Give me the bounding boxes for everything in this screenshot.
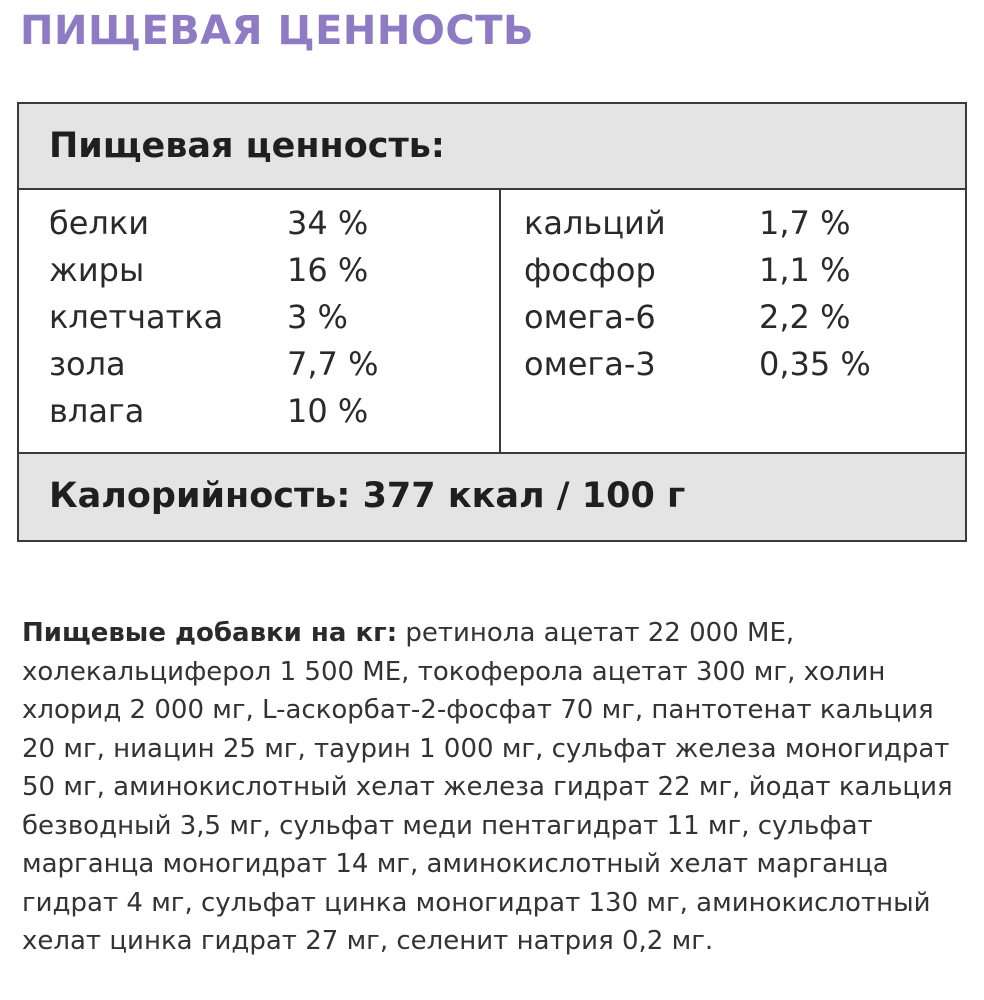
nutrient-value: 2,2 %: [759, 298, 851, 336]
calories-row: [19, 452, 965, 540]
nutrient-name: фосфор: [524, 251, 656, 289]
nutrient-value: 16 %: [287, 251, 369, 289]
additives-paragraph: [22, 614, 967, 961]
additives-text: ретинола ацетат 22 000 МЕ, холекальциферол 1 500 МЕ, токоферола ацетат 300 мг, холин хлорид 2 000 мг, L-аскорбат-2-фосфат 70 мг, пантотенат кальция 20 мг, ниацин 25 мг, таурин 1 000 мг, сульфат железа моногидрат 50 мг, аминокислотный хелат железа гидрат 22 мг, йодат кальция безводный 3,5 мг, сульфат меди пентагидрат 11 мг, сульфат марганца моногидрат 14 мг, аминокислотный хелат марганца гидрат 4 мг, сульфат цинка моногидрат 130 мг, аминокислотный хелат цинка гидрат 27 мг, селенит натрия 0,2 мг.: [22, 618, 953, 956]
nutrition-table-header: [19, 104, 965, 190]
nutrient-row: [49, 341, 489, 388]
nutrient-row: [49, 247, 489, 294]
nutrient-name: омега-6: [524, 298, 656, 336]
page-heading: ПИЩЕВАЯ ЦЕННОСТЬ: [20, 8, 534, 54]
nutrient-name: белки: [49, 204, 149, 242]
nutrient-name: кальций: [524, 204, 666, 242]
nutrient-name: омега-3: [524, 345, 656, 383]
additives-label: Пищевые добавки на кг:: [22, 618, 398, 648]
nutrients-right-column: [524, 200, 954, 388]
nutrient-name: клетчатка: [49, 298, 224, 336]
nutrient-name: зола: [49, 345, 126, 383]
nutrient-row: [49, 388, 489, 435]
nutrient-row: [524, 247, 954, 294]
nutrient-value: 1,7 %: [759, 204, 851, 242]
nutrient-value: 3 %: [287, 298, 348, 336]
nutrients-left-column: [49, 200, 489, 435]
nutrition-table-body: [19, 190, 965, 456]
nutrient-value: 1,1 %: [759, 251, 851, 289]
nutrient-value: 0,35 %: [759, 345, 871, 383]
nutrient-value: 34 %: [287, 204, 369, 242]
calories-text: Калорийность: 377 ккал / 100 г: [49, 476, 686, 516]
nutrient-value: 10 %: [287, 392, 369, 430]
nutrient-name: влага: [49, 392, 145, 430]
nutrient-row: [49, 200, 489, 247]
nutrition-table: [17, 102, 967, 542]
nutrient-name: жиры: [49, 251, 145, 289]
nutrient-value: 7,7 %: [287, 345, 379, 383]
nutrition-table-title: Пищевая ценность:: [49, 126, 445, 166]
nutrient-row: [524, 341, 954, 388]
nutrient-row: [524, 294, 954, 341]
nutrient-row: [49, 294, 489, 341]
column-divider: [499, 190, 501, 456]
nutrient-row: [524, 200, 954, 247]
